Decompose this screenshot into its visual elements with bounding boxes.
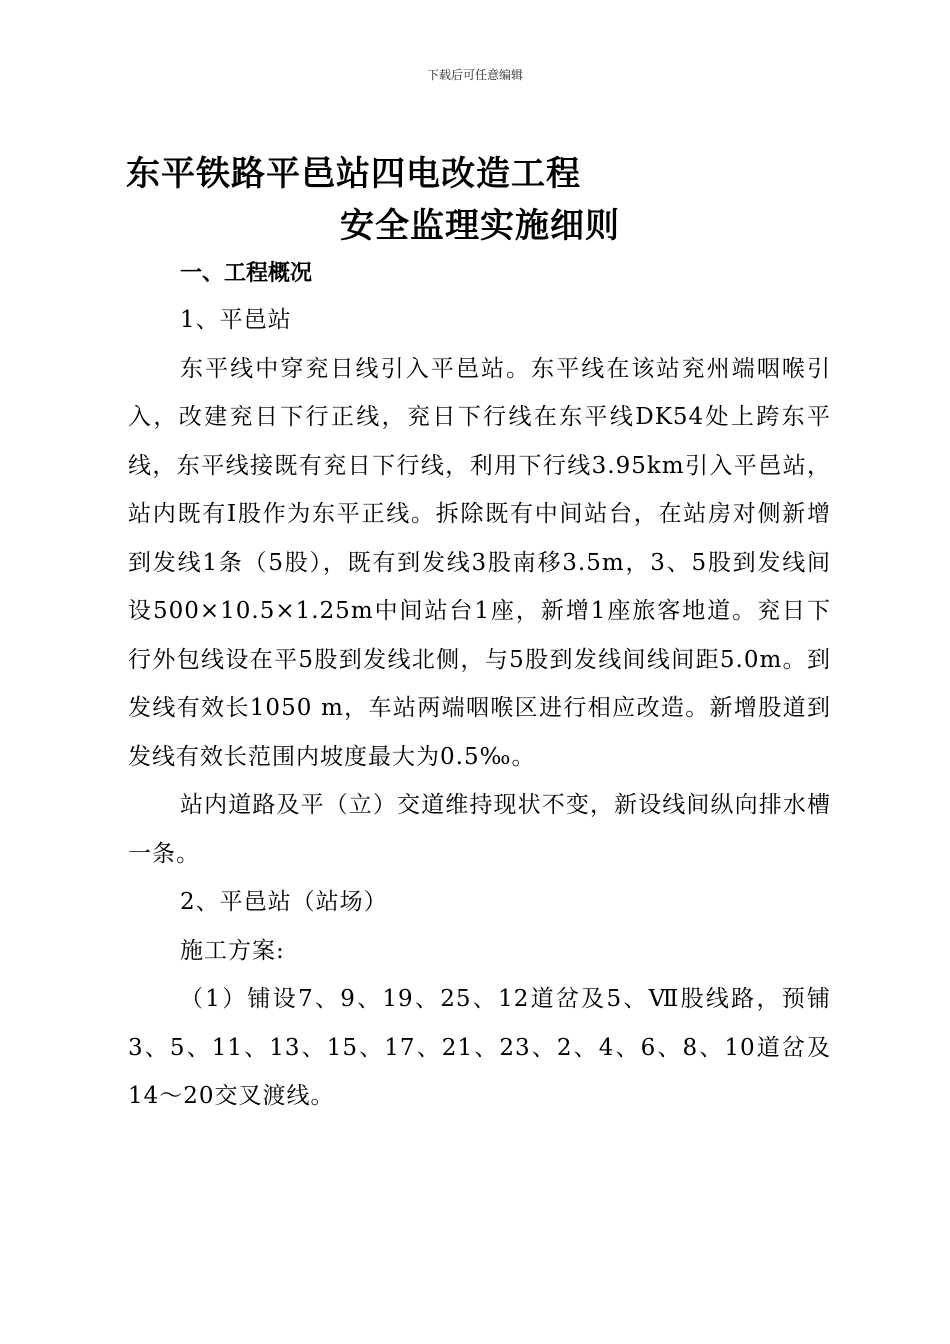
document-body xyxy=(128,296,831,1121)
plan-label: 施工方案: xyxy=(180,937,285,964)
sub-heading-2: 2、平邑站（站场） xyxy=(180,889,388,915)
document-title-line-2: 安全监理实施细则 xyxy=(340,206,620,246)
section-heading: 一、工程概况 xyxy=(180,260,313,286)
paragraph-2: 站内道路及平（立）交道维持现状不变，新设线间纵向排水槽一条。 xyxy=(128,792,831,867)
document-title-line-1: 东平铁路平邑站四电改造工程 xyxy=(126,154,581,194)
paragraph-1: 东平线中穿兖日线引入平邑站。东平线在该站兖州端咽喉引入，改建兖日下行正线，兖日下行线在东平线DK54处上跨东平线，东平线接既有兖日下行线，利用下行线3.95km引入平邑站，站内既有Ⅰ股作为东平正线。拆除既有中间站台，在站房对侧新增到发线1条（5股），既有到发线3股南移3.5m，3、5股到发线间设500×10.5×1.25m中间站台1座，新增1座旅客地道。兖日下行外包线设在平5股到发线北侧，与5股到发线间线间距5.0m。到发线有效长1050 m，车站两端咽喉区进行相应改造。新增股道到发线有效长范围内坡度最大为0.5‰。 xyxy=(128,355,831,770)
sub-heading-1: 1、平邑站 xyxy=(180,307,292,333)
header-note: 下载后可任意编辑 xyxy=(426,68,523,82)
plan-item-1: （1）铺设7、9、19、25、12道岔及5、Ⅶ股线路，预铺3、5、11、13、15、17、21、23、2、4、6、8、10道岔及14～20交叉渡线。 xyxy=(128,986,831,1109)
